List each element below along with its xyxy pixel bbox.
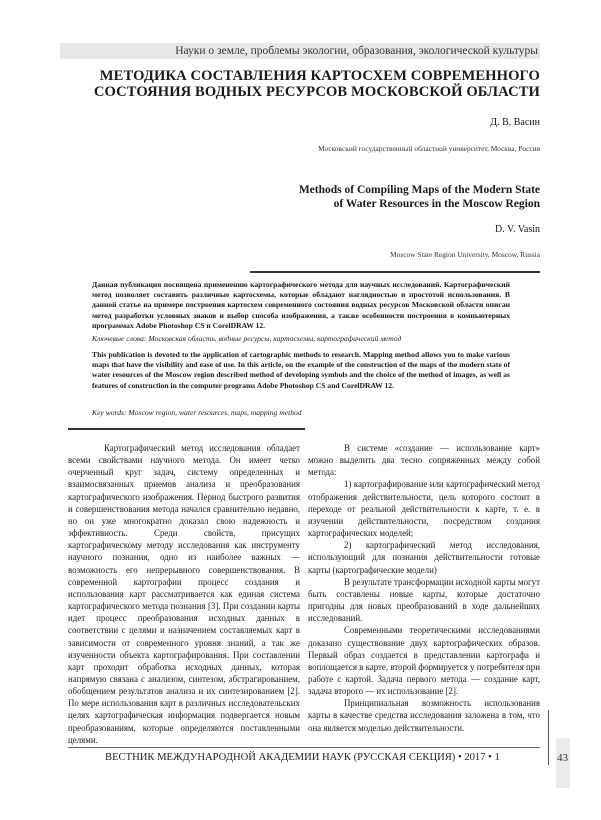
abstract-ru: Данная публикация посвящена применению картографического метода для научных исследований. Картографический метод позволяет составить различные картосхемы, которые обладают наглядностью и простотой использования. В данной статье на примере построения картосхем современного состояния водных ресурсов Московской области описан метод разработки условных знаков и выбор способа изображения, а также особенности построения в компьютерных программах Adobe Photoshop CS и CorelDRAW 12. [92,280,510,330]
rubric-text: Науки о земле, проблемы экологии, образования, экологической культуры [175,45,538,57]
affiliation-ru: Московский государственный областной университет, Москва, Россия [318,144,540,153]
affiliation-en: Moscow State Region University, Moscow, Russia [390,250,540,259]
title-ru [94,68,540,100]
title-en-line: Methods of Compiling Maps of the Modern State [298,184,540,196]
divider [68,428,305,430]
divider [250,271,540,273]
paragraph: Принципиальная возможность использования карты в качестве средства исследования заложена в том, что она является моделью действительности. [308,698,540,733]
title-en [299,183,540,211]
left-column [68,442,300,746]
title-ru-line: МЕТОДИКА СОСТАВЛЕНИЯ КАРТОСХЕМ СОВРЕМЕННОГО [99,68,540,84]
paragraph: Картографический метод исследования обладает всеми свойствами научного метода. Он имеет четко очерченный круг задач, систему определенных и взаимосвязанных приемов анализа и преобразования картографического изображения. Период быстрого развития и совершенствования метода начался сравнительно недавно, но он уже многократно доказал свою надежность и эффективность. Среди свойств, присущих картографическому методу исследования как инструменту научного познания, одно из наиболее важных — возможность его непрерывного совершенствования. В современной картографии процесс создания и использования карт рассматривается как единая система картографического метода познания [3]. При создании карты идет процесс преобразования исходных данных в соответствии с целями и назначением составляемых карт в зависимости от современного уровня знаний, а так же изученности объекта картографирования. При составлении карт проходит обработка исходных данных, которая напрямую связана с анализом, синтезом, абстрагированием, обобщением результатов анализа и их синтезированием [2]. По мере использования карт в различных исследовательских целях картографическая информация подвергается новым преобразованиям, которые определяются поставленными целями. [68,443,300,745]
paragraph: Современными теоретическими исследованиями доказано существование двух картографических образов. Первый образ создается в представлении картографа и воплощается в карте, второй формируется у потребителя при работе с картой. Задача первого метода — создание карт, задача второго — их использование [2]. [308,625,540,697]
journal-footer: ВЕСТНИК МЕЖДУНАРОДНОЙ АКАДЕМИИ НАУК (РУССКАЯ СЕКЦИЯ) • 2017 • 1 [105,752,500,763]
footer-vertical-rule [548,710,549,765]
page-number-tab [556,738,570,788]
right-column [308,442,540,734]
paragraph: В системе «создание — использование карт» можно выделить два тесно сопряженных между собой метода: [308,443,540,478]
abstract-en: This publication is devoted to the application of cartographic methods to research. Mapping method allows you to make various maps that have the visibility and ease of use. In this article, on the example of the construction of the maps of the modern state of water resources of the Moscow region described method of developing symbols and the choice of the method of images, as well as features of construction in the computer programs Adobe Photoshop CS and CorelDRAW 12. [92,350,510,390]
paragraph: В результате трансформации исходной карты могут быть составлены новые карты, которые достаточно пригодны для новых преобразований в ходе дальнейших исследований. [308,576,540,624]
paragraph: 2) картографический метод исследования, использующий для познания действительности готовые карты (картографические модели) [308,540,540,575]
author-ru: Д. В. Васин [490,117,540,128]
footer-rule [68,747,540,748]
page-number: 43 [557,752,568,764]
title-ru-line: СОСТОЯНИЯ ВОДНЫХ РЕСУРСОВ МОСКОВСКОЙ ОБЛАСТИ [93,84,540,100]
keywords-ru: Ключевые слова: Московская область, водные ресурсы, картосхемы, картографический метод [92,334,402,343]
author-en: D. V. Vasin [494,224,540,235]
title-en-line: of Water Resources in the Moscow Region [333,198,540,210]
section-rubric [60,43,540,59]
paragraph: 1) картографирование или картографический метод отображения действительности, цель которого состоит в переходе от реальной действительности к карте, т. е. в изучении действительности, посредством создания картографических моделей; [308,479,540,539]
keywords-en: Key words: Moscow region, water resources, maps, mapping method [92,408,302,417]
